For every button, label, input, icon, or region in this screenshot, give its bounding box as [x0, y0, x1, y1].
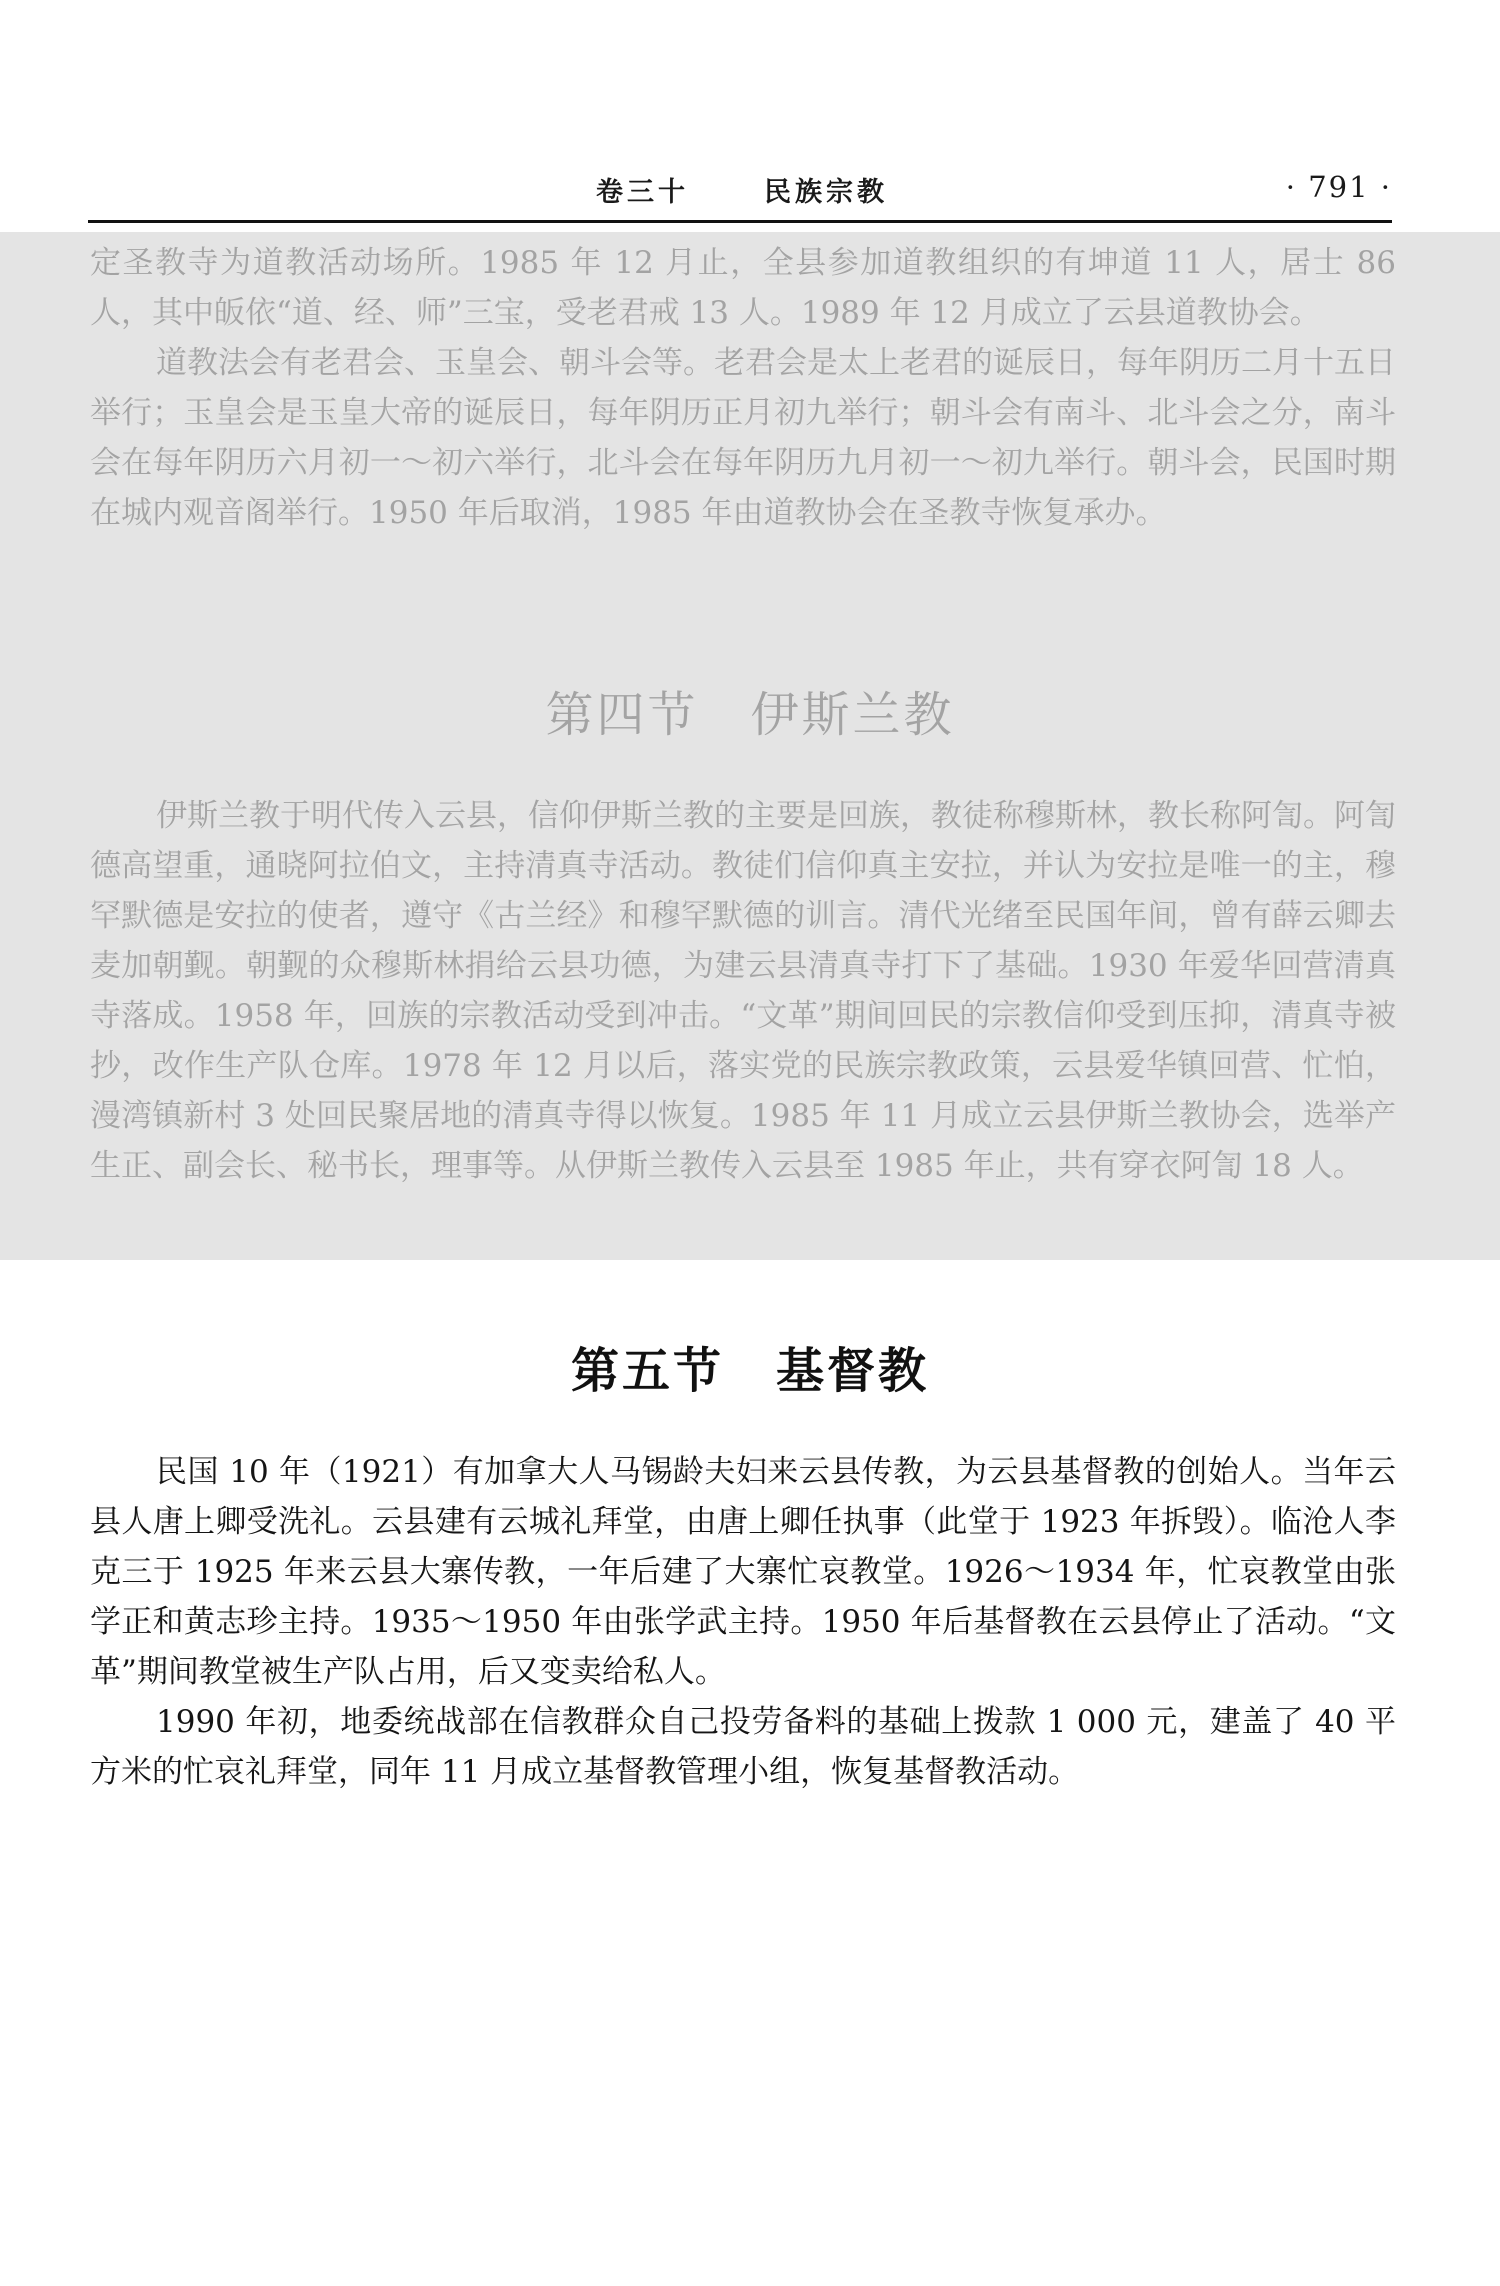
section-5-title: 基督教 [776, 1343, 930, 1399]
daoism-festivals-paragraph: 道教法会有老君会、玉皇会、朝斗会等。老君会是太上老君的诞辰日，每年阴历二月十五日举行；玉皇会是玉皇大帝的诞辰日，每年阴历正月初九举行；朝斗会有南斗、北斗会之分，南斗会在每年阴历六月初一～初六举行，北斗会在每年阴历九月初一～初九举行。朝斗会，民国时期在城内观音阁举行。1950 年后取消，1985 年由道教协会在圣教寺恢复承办。 [90, 345, 1396, 531]
section-5-heading [0, 1332, 1500, 1401]
daoism-paragraph-continued: 定圣教寺为道教活动场所。1985 年 12 月止，全县参加道教组织的有坤道 11 人，居士 86 人，其中皈依“道、经、师”三宝，受老君戒 13 人。1989 年 12 月成立了云县道教协会。 [90, 245, 1396, 331]
header-rule [88, 220, 1392, 223]
page-number: · 791 · [1285, 170, 1392, 204]
page-header [88, 164, 1392, 222]
section-5-number: 第五节 [570, 1343, 724, 1399]
section-4-title: 伊斯兰教 [750, 687, 955, 743]
section-4-heading [0, 676, 1500, 745]
section-4-number: 第四节 [545, 687, 699, 743]
christianity-paragraph-2: 1990 年初，地委统战部在信教群众自己投劳备料的基础上拨款 1 000 元，建盖了 40 平方米的忙哀礼拜堂，同年 11 月成立基督教管理小组，恢复基督教活动。 [90, 1704, 1396, 1790]
christianity-paragraph-1: 民国 10 年（1921）有加拿大人马锡龄夫妇来云县传教，为云县基督教的创始人。当年云县人唐上卿受洗礼。云县建有云城礼拜堂，由唐上卿任执事（此堂于 1923 年拆毁）。临沧人李克三于 1925 年来云县大寨传教，一年后建了大寨忙哀教堂。1926～1934 年，忙哀教堂由张学正和黄志珍主持。1935～1950 年由张学武主持。1950 年后基督教在云县停止了活动。“文革”期间教堂被生产队占用，后又变卖给私人。 [90, 1454, 1396, 1690]
islam-paragraph: 伊斯兰教于明代传入云县，信仰伊斯兰教的主要是回族，教徒称穆斯林，教长称阿訇。阿訇德高望重，通晓阿拉伯文，主持清真寺活动。教徒们信仰真主安拉，并认为安拉是唯一的主，穆罕默德是安拉的使者，遵守《古兰经》和穆罕默德的训言。清代光绪至民国年间，曾有薛云卿去麦加朝觐。朝觐的众穆斯林捐给云县功德，为建云县清真寺打下了基础。1930 年爱华回营清真寺落成。1958 年，回族的宗教活动受到冲击。“文革”期间回民的宗教信仰受到压抑，清真寺被抄，改作生产队仓库。1978 年 12 月以后，落实党的民族宗教政策，云县爱华镇回营、忙怕，漫湾镇新村 3 处回民聚居地的清真寺得以恢复。1985 年 11 月成立云县伊斯兰教协会，选举产生正、副会长、秘书长，理事等。从伊斯兰教传入云县至 1985 年止，共有穿衣阿訇 18 人。 [90, 798, 1396, 1184]
running-head-volume: 卷三十 [596, 177, 689, 208]
running-head-section: 民族宗教 [764, 177, 888, 208]
